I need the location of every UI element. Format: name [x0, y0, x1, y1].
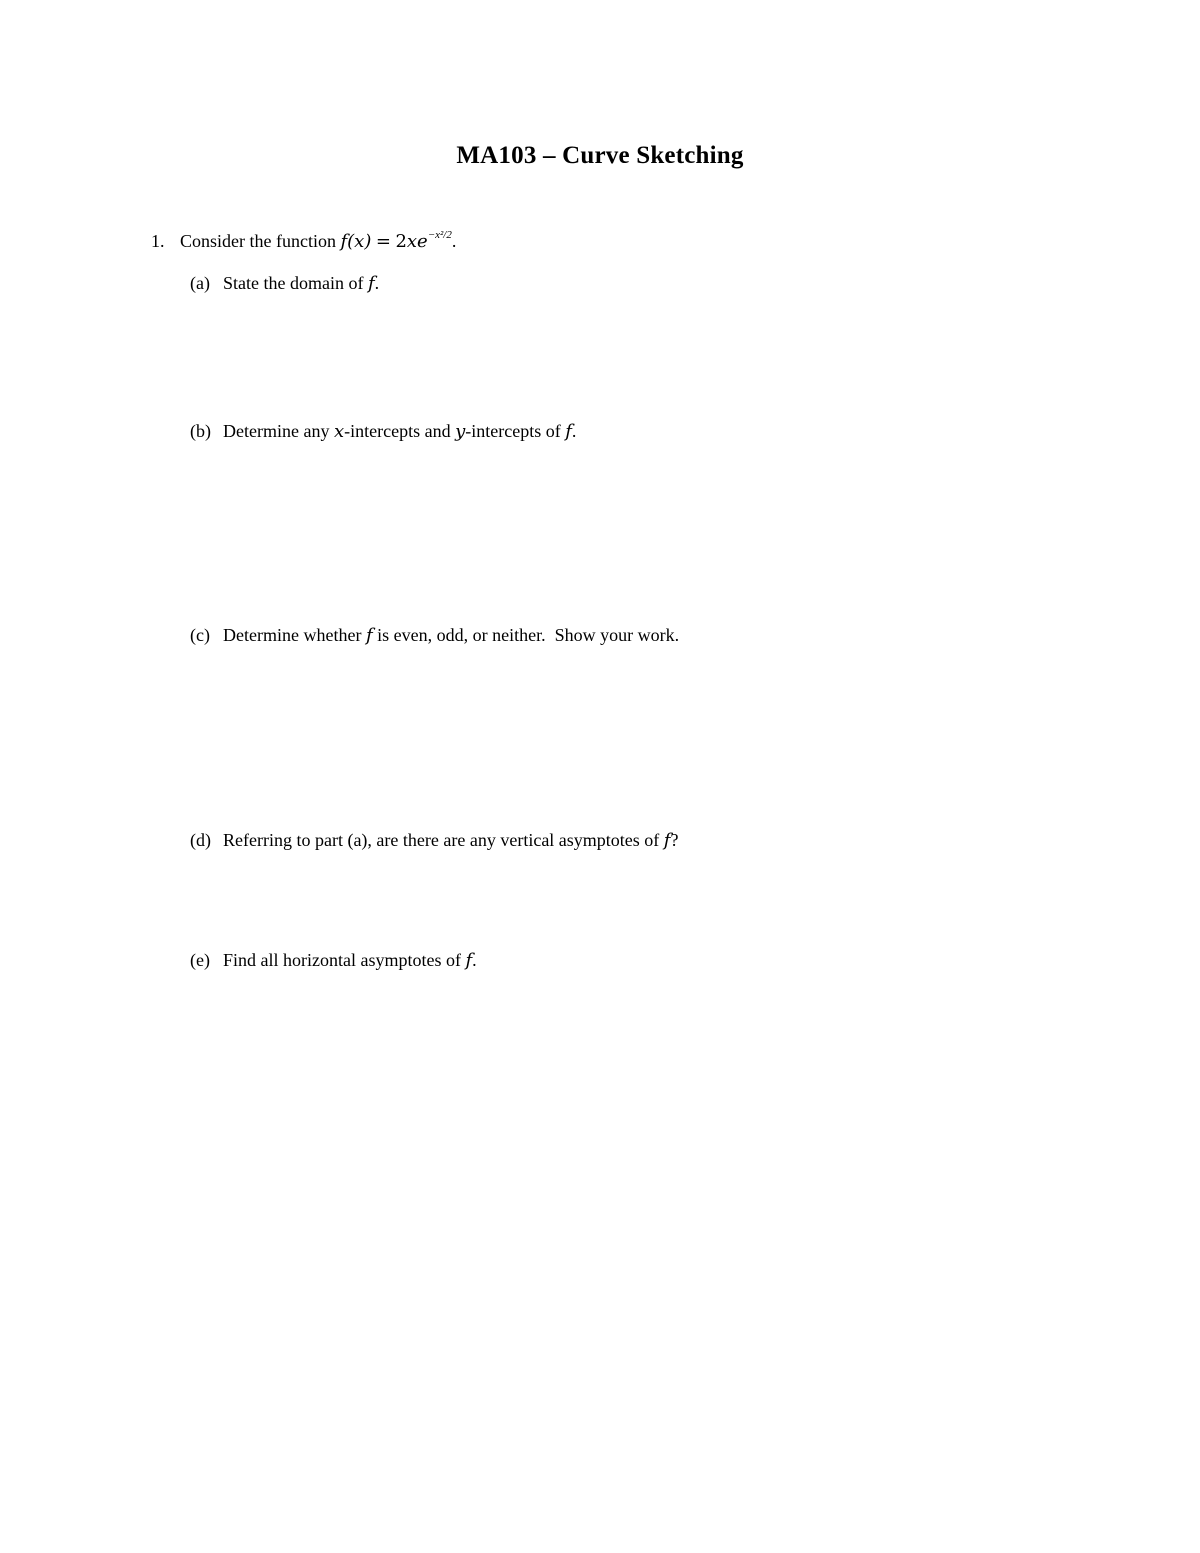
statement-period: . [451, 231, 457, 251]
part-text-after: . [374, 273, 380, 293]
part-label: (d) [190, 830, 211, 850]
part-variable: f [565, 421, 572, 442]
part-variable-x: x [333, 421, 345, 442]
part-label: (c) [190, 625, 210, 645]
part-text-after: . [571, 421, 577, 441]
part-label: (b) [190, 421, 211, 441]
part-text-after: ? [670, 830, 679, 850]
part-c [190, 625, 679, 646]
part-text: Determine any [223, 421, 330, 441]
function-lhs: f(x) [340, 231, 372, 252]
part-text-after: is even, odd, or neither. Show your work. [377, 625, 680, 645]
part-text: Referring to part (a), are there are any vertical asymptotes of [223, 830, 660, 850]
equals-sign: = [375, 231, 391, 252]
part-text: State the domain of [223, 273, 364, 293]
part-variable: f [465, 950, 473, 971]
function-exponent: −x²/2 [427, 229, 452, 241]
part-variable-y: y [455, 421, 466, 442]
page-title: MA103 – Curve Sketching [456, 142, 744, 169]
problem-intro-text: Consider the function [180, 231, 336, 251]
part-text: Determine whether [223, 625, 362, 645]
part-variable: f [663, 830, 671, 851]
part-text: Find all horizontal asymptotes of [223, 950, 461, 970]
part-d [190, 830, 678, 851]
part-e [190, 950, 477, 971]
part-variable: f [365, 625, 373, 646]
part-text-mid1: -intercepts and [344, 421, 451, 441]
function-variable: xe [406, 231, 428, 252]
part-variable: f [367, 273, 375, 294]
part-text-after: . [472, 950, 477, 970]
part-text-mid2: -intercepts of [465, 421, 561, 441]
part-label: (e) [190, 950, 210, 970]
problem-number: 1. [151, 231, 165, 251]
problem-1-statement [151, 231, 456, 252]
part-label: (a) [190, 273, 210, 293]
part-a [190, 273, 379, 294]
function-coefficient: 2 [395, 231, 407, 252]
part-b [190, 421, 576, 442]
